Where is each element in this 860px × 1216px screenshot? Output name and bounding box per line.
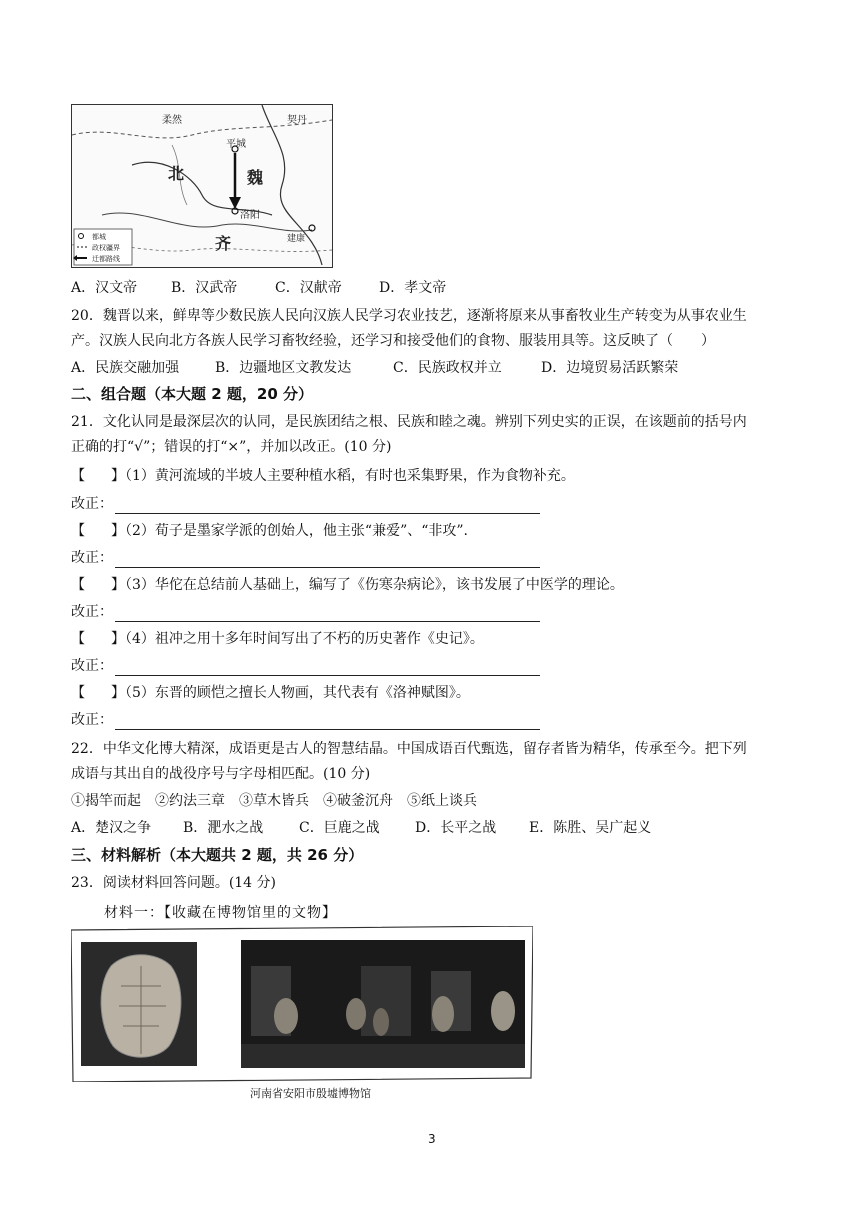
- correction-blank-3[interactable]: [115, 607, 540, 622]
- q19-option-d[interactable]: D．孝文帝: [379, 280, 447, 296]
- q22-option-c: C．巨鹿之战: [299, 820, 380, 836]
- q22-option-a: A．楚汉之争: [71, 820, 152, 836]
- map-label-qi: 齐: [215, 234, 232, 253]
- map-label-qidan: 契丹: [287, 115, 307, 126]
- photo-caption: 河南省安阳市殷墟博物馆: [250, 1087, 371, 1100]
- q21-item-5: [71, 683, 470, 703]
- q21-item-1-text: （1）黄河流域的半坡人主要种植水稻，有时也采集野果，作为食物补充。: [125, 468, 575, 484]
- map-label-luoyang: 洛阳: [240, 210, 260, 221]
- q21-item-2-text: （2）荀子是墨家学派的创始人，他主张“兼爱”、“非攻”.: [125, 523, 468, 539]
- q22-option-b: B．淝水之战: [183, 820, 264, 836]
- q23-stem: 23．阅读材料回答问题。(14 分): [71, 875, 277, 891]
- museum-photos-figure: [71, 926, 533, 1082]
- bracket-open: 【: [71, 631, 85, 647]
- bracket-close: 】: [111, 685, 125, 701]
- section-2-title: 二、组合题（本大题 2 题，20 分）: [71, 385, 313, 403]
- q21-correction-5: [71, 710, 540, 730]
- q22-option-e: E．陈胜、吴广起义: [529, 820, 652, 836]
- bracket-close: 】: [111, 468, 125, 484]
- correction-blank-5[interactable]: [115, 715, 540, 730]
- q20-options: [71, 358, 678, 378]
- map-label-pingcheng: 平城: [226, 139, 246, 150]
- q20-option-b[interactable]: B．边疆地区文教发达: [215, 360, 352, 376]
- photos-drawing: [71, 926, 533, 1082]
- correction-label: 改正：: [71, 550, 113, 566]
- bracket-open: 【: [71, 468, 85, 484]
- map-label-jiankang: 建康: [287, 234, 306, 244]
- q21-correction-3: [71, 602, 540, 622]
- q22-options: [71, 818, 651, 838]
- bracket-close: 】: [111, 577, 125, 593]
- correction-blank-4[interactable]: [115, 661, 540, 676]
- q21-item-2: [71, 521, 468, 541]
- q19-option-c[interactable]: C．汉献帝: [275, 280, 342, 296]
- map-label-wei: 魏: [247, 168, 264, 187]
- q22-idioms: ①揭竿而起 ②约法三章 ③草木皆兵 ④破釜沉舟 ⑤纸上谈兵: [71, 793, 477, 809]
- q22-option-d: D．长平之战: [415, 820, 497, 836]
- q19-option-a[interactable]: A．汉文帝: [71, 280, 138, 296]
- bracket-close: 】: [111, 523, 125, 539]
- page-number: 3: [428, 1132, 436, 1146]
- correction-label: 改正：: [71, 496, 113, 512]
- legend-route: 迁都路线: [92, 255, 120, 263]
- bracket-open: 【: [71, 577, 85, 593]
- bracket-open: 【: [71, 523, 85, 539]
- q20-stem-line2: 产。汉族人民向北方各族人民学习畜牧经验，还学习和接受他们的食物、服装用具等。这反映了（ ）: [71, 333, 715, 349]
- legend-border: 政权疆界: [92, 244, 120, 252]
- historical-map-figure: [71, 104, 333, 268]
- q20-option-d[interactable]: D．边境贸易活跃繁荣: [541, 360, 679, 376]
- map-label-bei: 北: [168, 164, 185, 183]
- map-label-rouran: 柔然: [162, 115, 182, 126]
- q20-option-a[interactable]: A．民族交融加强: [71, 360, 180, 376]
- correction-label: 改正：: [71, 604, 113, 620]
- q20-stem-line1: 20．魏晋以来，鲜卑等少数民族人民向汉族人民学习农业技艺，逐渐将原来从事畜牧业生产转变为从事农业生: [71, 308, 747, 324]
- correction-blank-1[interactable]: [115, 499, 540, 514]
- q21-item-1: [71, 466, 575, 486]
- bracket-open: 【: [71, 685, 85, 701]
- q21-correction-2: [71, 548, 540, 568]
- q20-option-c[interactable]: C．民族政权并立: [393, 360, 502, 376]
- q19-options: [71, 278, 446, 298]
- q21-correction-1: [71, 494, 540, 514]
- legend-capital: 都城: [92, 233, 106, 241]
- bracket-close: 】: [111, 631, 125, 647]
- correction-blank-2[interactable]: [115, 553, 540, 568]
- q21-item-4-text: （4）祖冲之用十多年时间写出了不朽的历史著作《史记》。: [125, 631, 484, 647]
- q21-stem-line1: 21．文化认同是最深层次的认同，是民族团结之根、民族和睦之魂。辨别下列史实的正误，在该题前的括号内: [71, 414, 747, 430]
- q19-option-b[interactable]: B．汉武帝: [171, 280, 238, 296]
- q21-item-5-text: （5）东晋的顾恺之擅长人物画，其代表有《洛神赋图》。: [125, 685, 470, 701]
- q21-correction-4: [71, 656, 540, 676]
- correction-label: 改正：: [71, 658, 113, 674]
- correction-label: 改正：: [71, 712, 113, 728]
- q21-item-4: [71, 629, 484, 649]
- q21-item-3-text: （3）华佗在总结前人基础上，编写了《伤寒杂病论》，该书发展了中医学的理论。: [125, 577, 624, 593]
- q21-stem-line2: 正确的打“√”；错误的打“×”，并加以改正。(10 分): [71, 439, 392, 455]
- q22-stem-line1: 22．中华文化博大精深，成语更是古人的智慧结晶。中国成语百代甄选，留存者皆为精华，传承至今。把下列: [71, 741, 747, 757]
- q22-stem-line2: 成语与其出自的战役序号与字母相匹配。(10 分): [71, 766, 371, 782]
- q21-item-3: [71, 575, 624, 595]
- material-1-title: 材料一：【收藏在博物馆里的文物】: [104, 905, 337, 921]
- section-3-title: 三、材料解析（本大题共 2 题，共 26 分）: [71, 846, 364, 864]
